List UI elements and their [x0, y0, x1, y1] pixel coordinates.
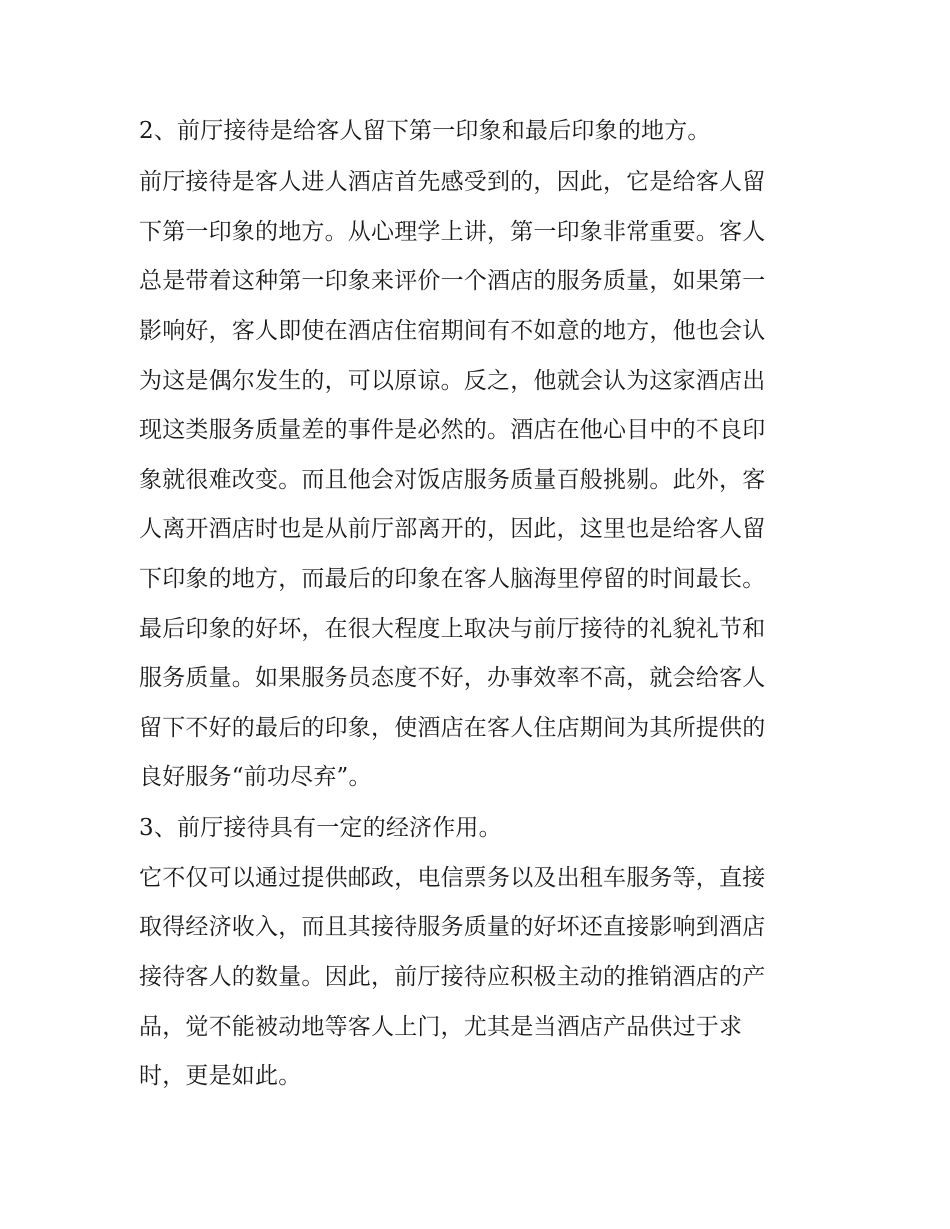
paragraph-line: 影响好，客人即使在酒店住宿期间有不如意的地方，他也会认 [139, 318, 766, 344]
paragraph-line: 人离开酒店时也是从前厅部离开的，因此，这里也是给客人留 [139, 516, 766, 542]
paragraph-line: 时，更是如此。 [139, 1063, 302, 1089]
paragraph-line: 留下不好的最后的印象，使酒店在客人住店期间为其所提供的 [139, 715, 766, 741]
paragraph-line: 下印象的地方，而最后的印象在客人脑海里停留的时间最长。 [139, 566, 766, 592]
paragraph-line: 服务质量。如果服务员态度不好，办事效率不高，就会给客人 [139, 665, 766, 691]
paragraph-line: 它不仅可以通过提供邮政，电信票务以及出租车服务等，直接 [139, 865, 766, 891]
paragraph-line: 良好服务“前功尽弃”。 [139, 764, 372, 790]
paragraph-line: 前厅接待是客人进人酒店首先感受到的，因此，它是给客人留 [139, 169, 766, 195]
paragraph-line: 最后印象的好坏，在很大程度上取决与前厅接待的礼貌礼节和 [139, 616, 766, 642]
paragraph-line: 下第一印象的地方。从心理学上讲，第一印象非常重要。客人 [139, 219, 766, 245]
paragraph-line: 接待客人的数量。因此，前厅接待应积极主动的推销酒店的产 [139, 964, 766, 990]
paragraph-line: 总是带着这种第一印象来评价一个酒店的服务质量，如果第一 [139, 268, 766, 294]
paragraph-line: 品，觉不能被动地等客人上门，尤其是当酒店产品供过于求 [139, 1014, 743, 1040]
paragraph-line: 为这是偶尔发生的，可以原谅。反之，他就会认为这家酒店出 [139, 368, 766, 394]
paragraph-line: 现这类服务质量差的事件是必然的。酒店在他心目中的不良印 [139, 417, 766, 443]
section-2-heading: 2、前厅接待是给客人留下第一印象和最后印象的地方。 [139, 118, 711, 144]
paragraph-line: 象就很难改变。而且他会对饭店服务质量百般挑剔。此外，客 [139, 467, 766, 493]
section-3-heading: 3、前厅接待具有一定的经济作用。 [139, 815, 502, 841]
paragraph-line: 取得经济收入，而且其接待服务质量的好坏还直接影响到酒店 [139, 914, 766, 940]
